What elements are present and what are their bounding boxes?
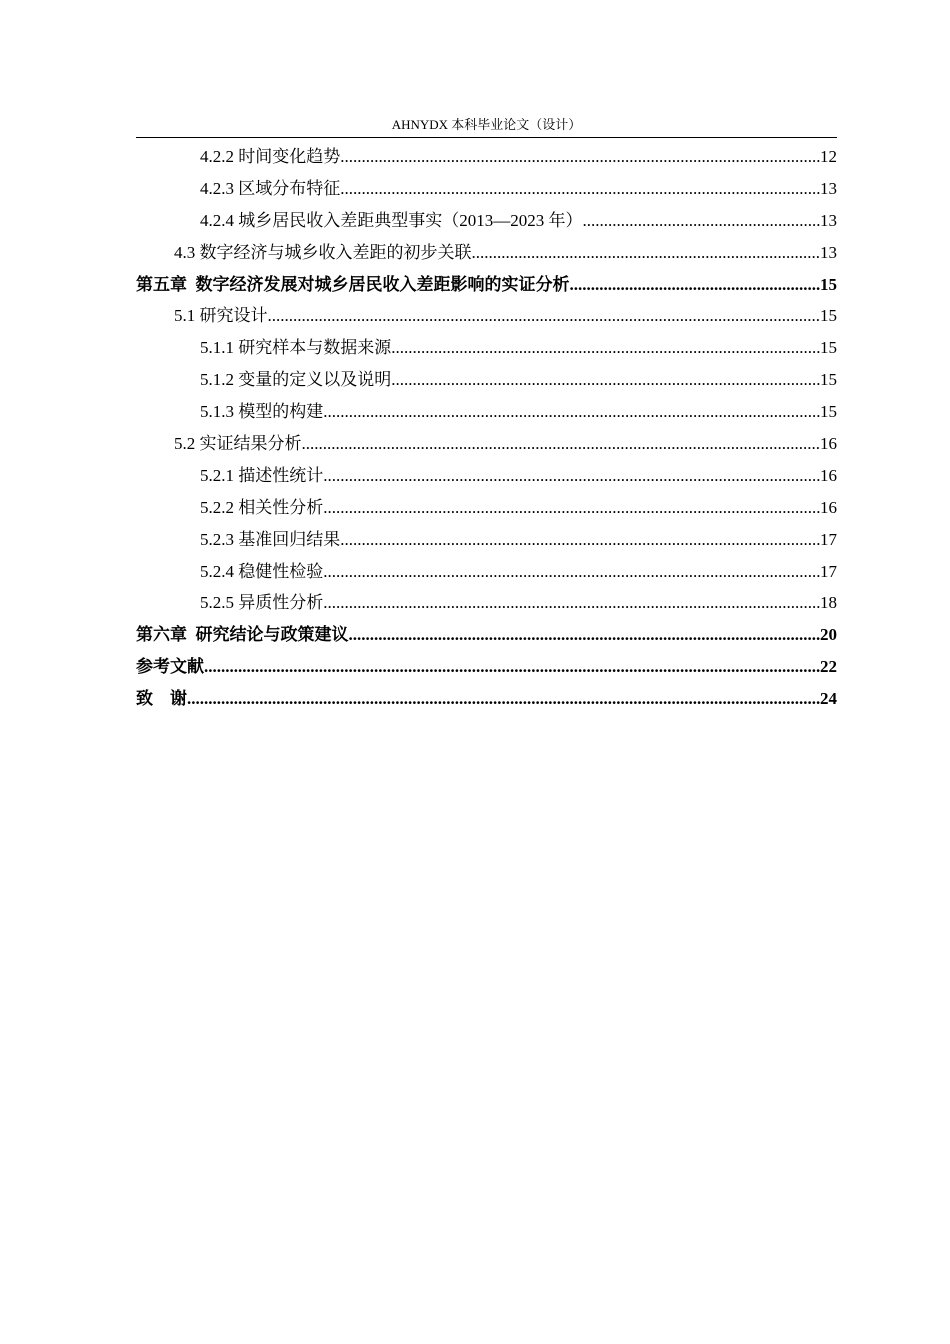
- toc-entry-title: 致 谢: [136, 689, 187, 709]
- toc-entry[interactable]: [136, 300, 837, 332]
- toc-entry[interactable]: [136, 587, 837, 619]
- table-of-contents: [136, 141, 837, 715]
- toc-entry-page-number: 20: [820, 625, 837, 645]
- toc-entry-page-number: 15: [820, 370, 837, 390]
- toc-entry-page-number: 12: [820, 147, 837, 166]
- toc-dot-leader: [340, 173, 820, 205]
- toc-entry-title: 5.2 实证结果分析: [174, 434, 302, 454]
- toc-dot-leader: [323, 587, 820, 619]
- toc-entry-page-number: 22: [820, 657, 837, 677]
- toc-entry-page-number: 17: [820, 561, 837, 581]
- toc-entry-page-number: 13: [820, 210, 837, 230]
- toc-entry[interactable]: [136, 556, 837, 588]
- toc-dot-leader: [391, 364, 820, 396]
- toc-entry-page-number: 15: [820, 306, 837, 326]
- toc-entry-title: 5.2.2 相关性分析: [200, 497, 324, 517]
- toc-entry-title: 5.1 研究设计: [174, 306, 268, 326]
- toc-entry[interactable]: [136, 619, 837, 651]
- toc-dot-leader: [340, 524, 820, 556]
- toc-dot-leader: [391, 332, 820, 364]
- toc-entry-page-number: 15: [820, 274, 837, 294]
- toc-entry-title: 5.1.2 变量的定义以及说明: [200, 370, 392, 390]
- toc-dot-leader: [583, 205, 821, 237]
- toc-entry-page-number: 16: [820, 465, 837, 485]
- toc-dot-leader: [340, 141, 820, 173]
- toc-entry-title: 4.2.4 城乡居民收入差距典型事实（2013—2023 年）: [200, 210, 583, 230]
- toc-entry[interactable]: [136, 492, 837, 524]
- toc-entry[interactable]: [136, 332, 837, 364]
- toc-entry-title: 5.2.5 异质性分析: [200, 593, 324, 613]
- toc-entry-page-number: 16: [820, 497, 837, 517]
- toc-entry-page-number: 15: [820, 338, 837, 358]
- toc-entry[interactable]: [136, 205, 837, 237]
- toc-entry-page-number: 16: [820, 434, 837, 454]
- toc-entry-page-number: 17: [820, 529, 837, 549]
- toc-dot-leader: [204, 651, 820, 683]
- toc-entry[interactable]: [136, 524, 837, 556]
- toc-entry[interactable]: [136, 237, 837, 269]
- toc-dot-leader: [570, 269, 821, 301]
- toc-entry-title: 5.2.3 基准回归结果: [200, 529, 341, 549]
- toc-dot-leader: [187, 683, 820, 715]
- toc-dot-leader: [323, 492, 820, 524]
- toc-entry[interactable]: [136, 683, 837, 715]
- toc-entry-page-number: 18: [820, 593, 837, 613]
- toc-entry[interactable]: [136, 428, 837, 460]
- page-header: AHNYDX 本科毕业论文（设计）: [136, 116, 837, 138]
- toc-dot-leader: [323, 396, 820, 428]
- toc-entry-title: 5.2.4 稳健性检验: [200, 561, 324, 581]
- toc-dot-leader: [349, 619, 821, 651]
- toc-entry-page-number: 24: [820, 689, 837, 709]
- toc-entry-title: 5.1.3 模型的构建: [200, 402, 324, 422]
- toc-entry-page-number: 15: [820, 402, 837, 422]
- toc-dot-leader: [302, 428, 821, 460]
- toc-entry[interactable]: [136, 364, 837, 396]
- toc-entry[interactable]: [136, 269, 837, 301]
- toc-entry[interactable]: [136, 396, 837, 428]
- toc-entry-title: 4.2.2 时间变化趋势: [200, 147, 341, 166]
- toc-entry-title: 5.1.1 研究样本与数据来源: [200, 338, 392, 358]
- toc-entry-title: 4.2.3 区域分布特征: [200, 178, 341, 198]
- toc-entry[interactable]: [136, 141, 837, 173]
- toc-entry-title: 5.2.1 描述性统计: [200, 465, 324, 485]
- toc-entry-title: 参考文献: [136, 657, 204, 677]
- toc-entry[interactable]: [136, 460, 837, 492]
- toc-dot-leader: [323, 556, 820, 588]
- toc-entry[interactable]: [136, 651, 837, 683]
- toc-dot-leader: [268, 300, 821, 332]
- toc-entry-page-number: 13: [820, 178, 837, 198]
- toc-entry-title: 4.3 数字经济与城乡收入差距的初步关联: [174, 242, 472, 262]
- toc-dot-leader: [323, 460, 820, 492]
- toc-entry-page-number: 13: [820, 242, 837, 262]
- toc-entry-title: 第五章 数字经济发展对城乡居民收入差距影响的实证分析: [136, 274, 570, 294]
- toc-entry-title: 第六章 研究结论与政策建议: [136, 625, 349, 645]
- toc-entry[interactable]: [136, 173, 837, 205]
- toc-dot-leader: [472, 237, 821, 269]
